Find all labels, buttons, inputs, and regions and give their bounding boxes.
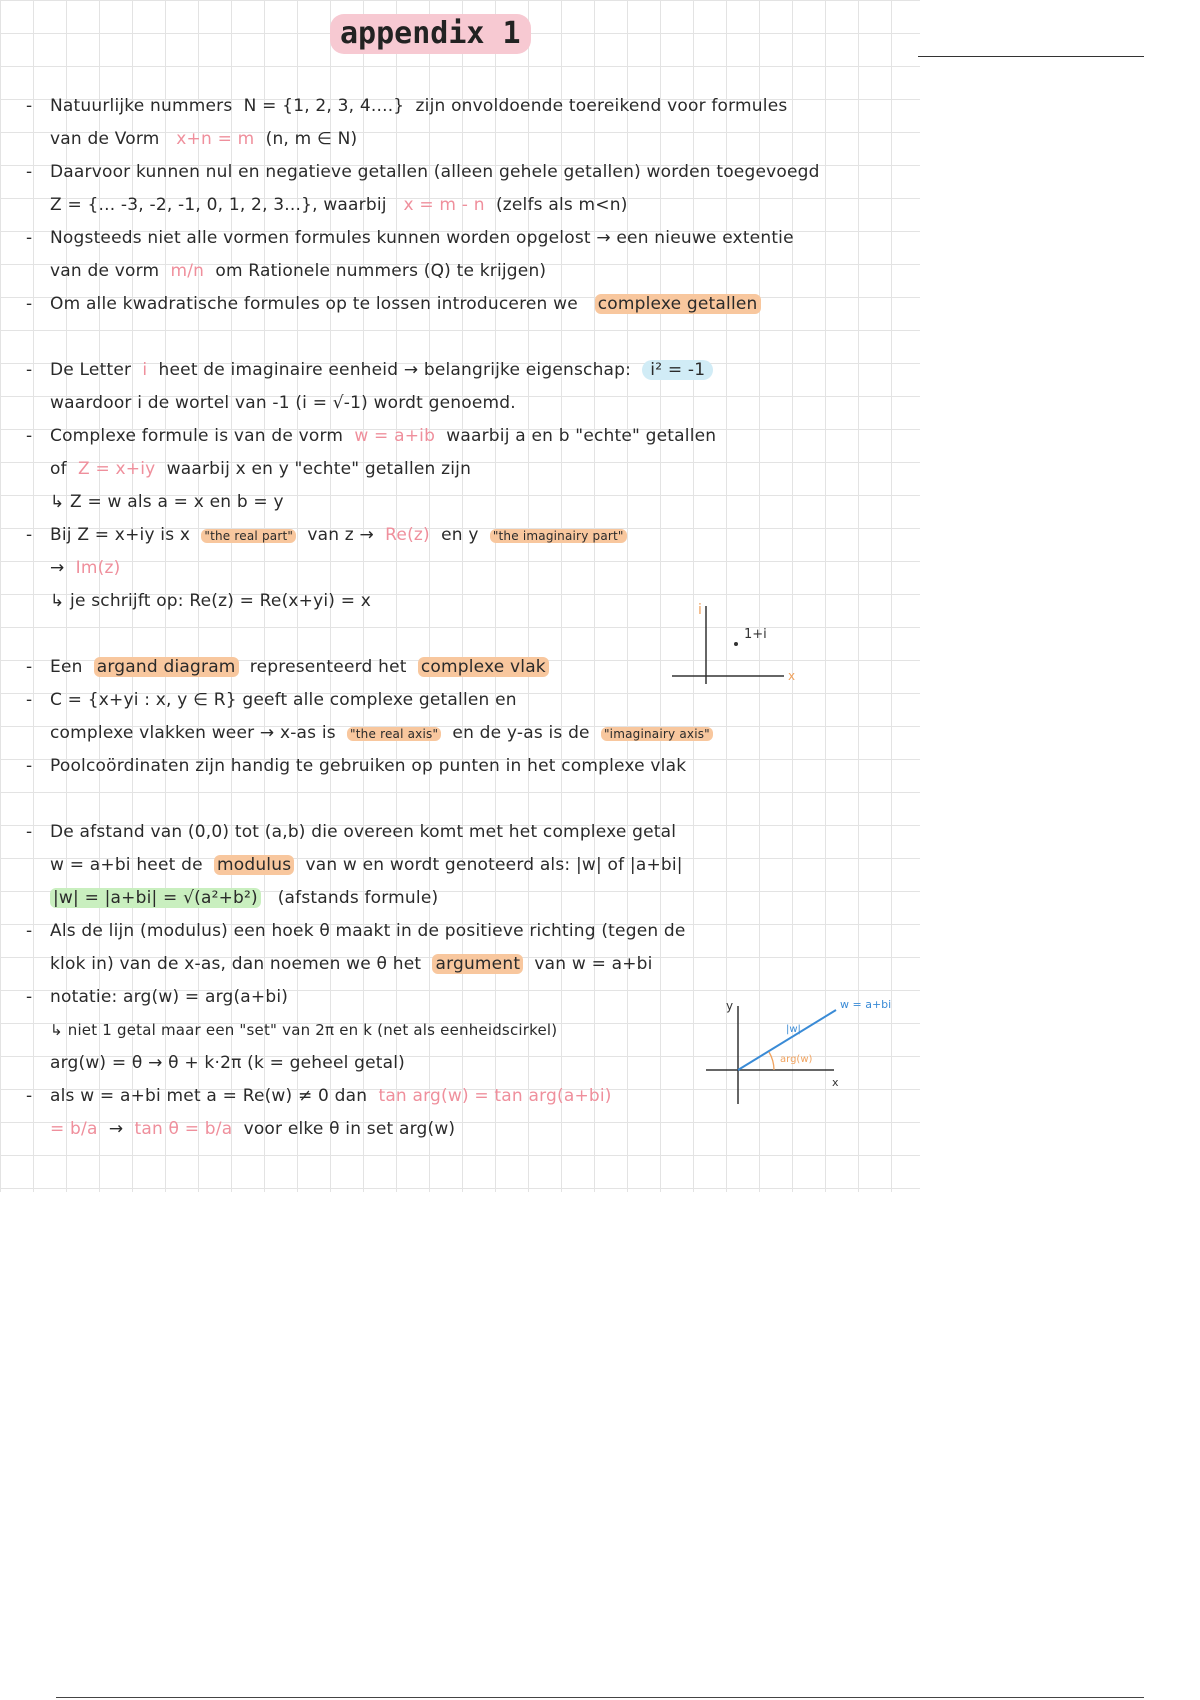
bottom-rule (56, 1697, 1144, 1698)
argand-diagram-point (664, 598, 804, 688)
note-line: arg(w) = θ → θ + k·2π (k = geheel getal) (50, 1053, 406, 1073)
note-line: klok in) van de x-as, dan noemen we θ het argument van w = a+bi (50, 954, 653, 974)
note-line: ↳ je schrijft op: Re(z) = Re(x+yi) = x (50, 591, 372, 611)
note-line: complexe vlakken weer → x-as is "the real axis" en de y-as is de "imaginairy axis" (50, 717, 713, 750)
argand-diagram-modulus (704, 992, 909, 1112)
bullet: - (26, 822, 33, 842)
bullet: - (26, 921, 33, 941)
note-line: - Natuurlijke nummers N = {1, 2, 3, 4....} zijn onvoldoende toereikend voor formules (26, 90, 787, 123)
bullet: - (26, 228, 33, 248)
bullet: - (26, 525, 33, 545)
note-line: - Een argand diagram representeerd het complexe vlak (26, 651, 549, 684)
note-line: - Bij Z = x+iy is x "the real part" van z → Re(z) en y "the imaginairy part" (26, 519, 627, 552)
note-line: van de Vorm x+n = m (n, m ∈ N) (50, 129, 358, 149)
y-axis-label: i (698, 602, 702, 618)
line-label: w = a+bi (840, 998, 892, 1011)
y-axis-label: y (726, 999, 734, 1013)
point-label: 1+i (744, 627, 767, 642)
bullet: - (26, 657, 33, 677)
note-line: waardoor i de wortel van -1 (i = √-1) wordt genoemd. (50, 393, 516, 413)
modulus-label: |w| (786, 1024, 801, 1035)
bullet: - (26, 756, 33, 776)
note-line: - De Letter i heet de imaginaire eenheid → belangrijke eigenschap: i² = -1 (26, 354, 713, 387)
bullet: - (26, 987, 33, 1007)
note-line: ↳ niet 1 getal maar een "set" van 2π en k (net als eenheidscirkel) (50, 1021, 558, 1039)
bullet: - (26, 294, 33, 314)
note-line: Z = {... -3, -2, -1, 0, 1, 2, 3...}, waarbij x = m - n (zelfs als m<n) (50, 195, 628, 215)
note-line: - Daarvoor kunnen nul en negatieve getallen (alleen gehele getallen) worden toegevoegd (26, 156, 820, 189)
note-line: = b/a → tan θ = b/a voor elke θ in set arg(w) (50, 1119, 456, 1139)
bullet: - (26, 426, 33, 446)
top-rule (918, 56, 1144, 57)
note-line: - Poolcoördinaten zijn handig te gebruiken op punten in het complexe vlak (26, 750, 686, 783)
point-marker (734, 642, 738, 646)
note-line: - Om alle kwadratische formules op te lossen introduceren we complexe getallen (26, 288, 761, 321)
note-line: ↳ Z = w als a = x en b = y (50, 492, 284, 512)
bullet: - (26, 96, 33, 116)
note-line: → Im(z) (50, 558, 121, 578)
note-line: - notatie: arg(w) = arg(a+bi) (26, 981, 288, 1014)
bullet: - (26, 162, 33, 182)
note-line: of Z = x+iy waarbij x en y "echte" getallen zijn (50, 459, 472, 479)
note-line: - Nogsteeds niet alle vormen formules kunnen worden opgelost → een nieuwe extentie (26, 222, 794, 255)
argument-label: arg(w) (780, 1054, 813, 1065)
note-line: - De afstand van (0,0) tot (a,b) die overeen komt met het complexe getal (26, 816, 676, 849)
note-line: - C = {x+yi : x, y ∈ R} geeft alle complexe getallen en (26, 684, 517, 717)
note-line: - Als de lijn (modulus) een hoek θ maakt in de positieve richting (tegen de (26, 915, 686, 948)
note-line: w = a+bi heet de modulus van w en wordt genoteerd als: |w| of |a+bi| (50, 855, 683, 875)
bullet: - (26, 690, 33, 710)
angle-arc (769, 1052, 774, 1070)
note-line: |w| = |a+bi| = √(a²+b²) (afstands formule) (50, 882, 438, 915)
bullet: - (26, 360, 33, 380)
note-line: - Complexe formule is van de vorm w = a+ib waarbij a en b "echte" getallen (26, 420, 716, 453)
bullet: - (26, 1086, 33, 1106)
x-axis-label: x (788, 669, 796, 683)
note-line: - als w = a+bi met a = Re(w) ≠ 0 dan tan arg(w) = tan arg(a+bi) (26, 1080, 612, 1113)
note-line: van de vorm m/n om Rationele nummers (Q) te krijgen) (50, 261, 547, 281)
page-title: appendix 1 (330, 14, 531, 54)
x-axis-label: x (832, 1076, 839, 1089)
